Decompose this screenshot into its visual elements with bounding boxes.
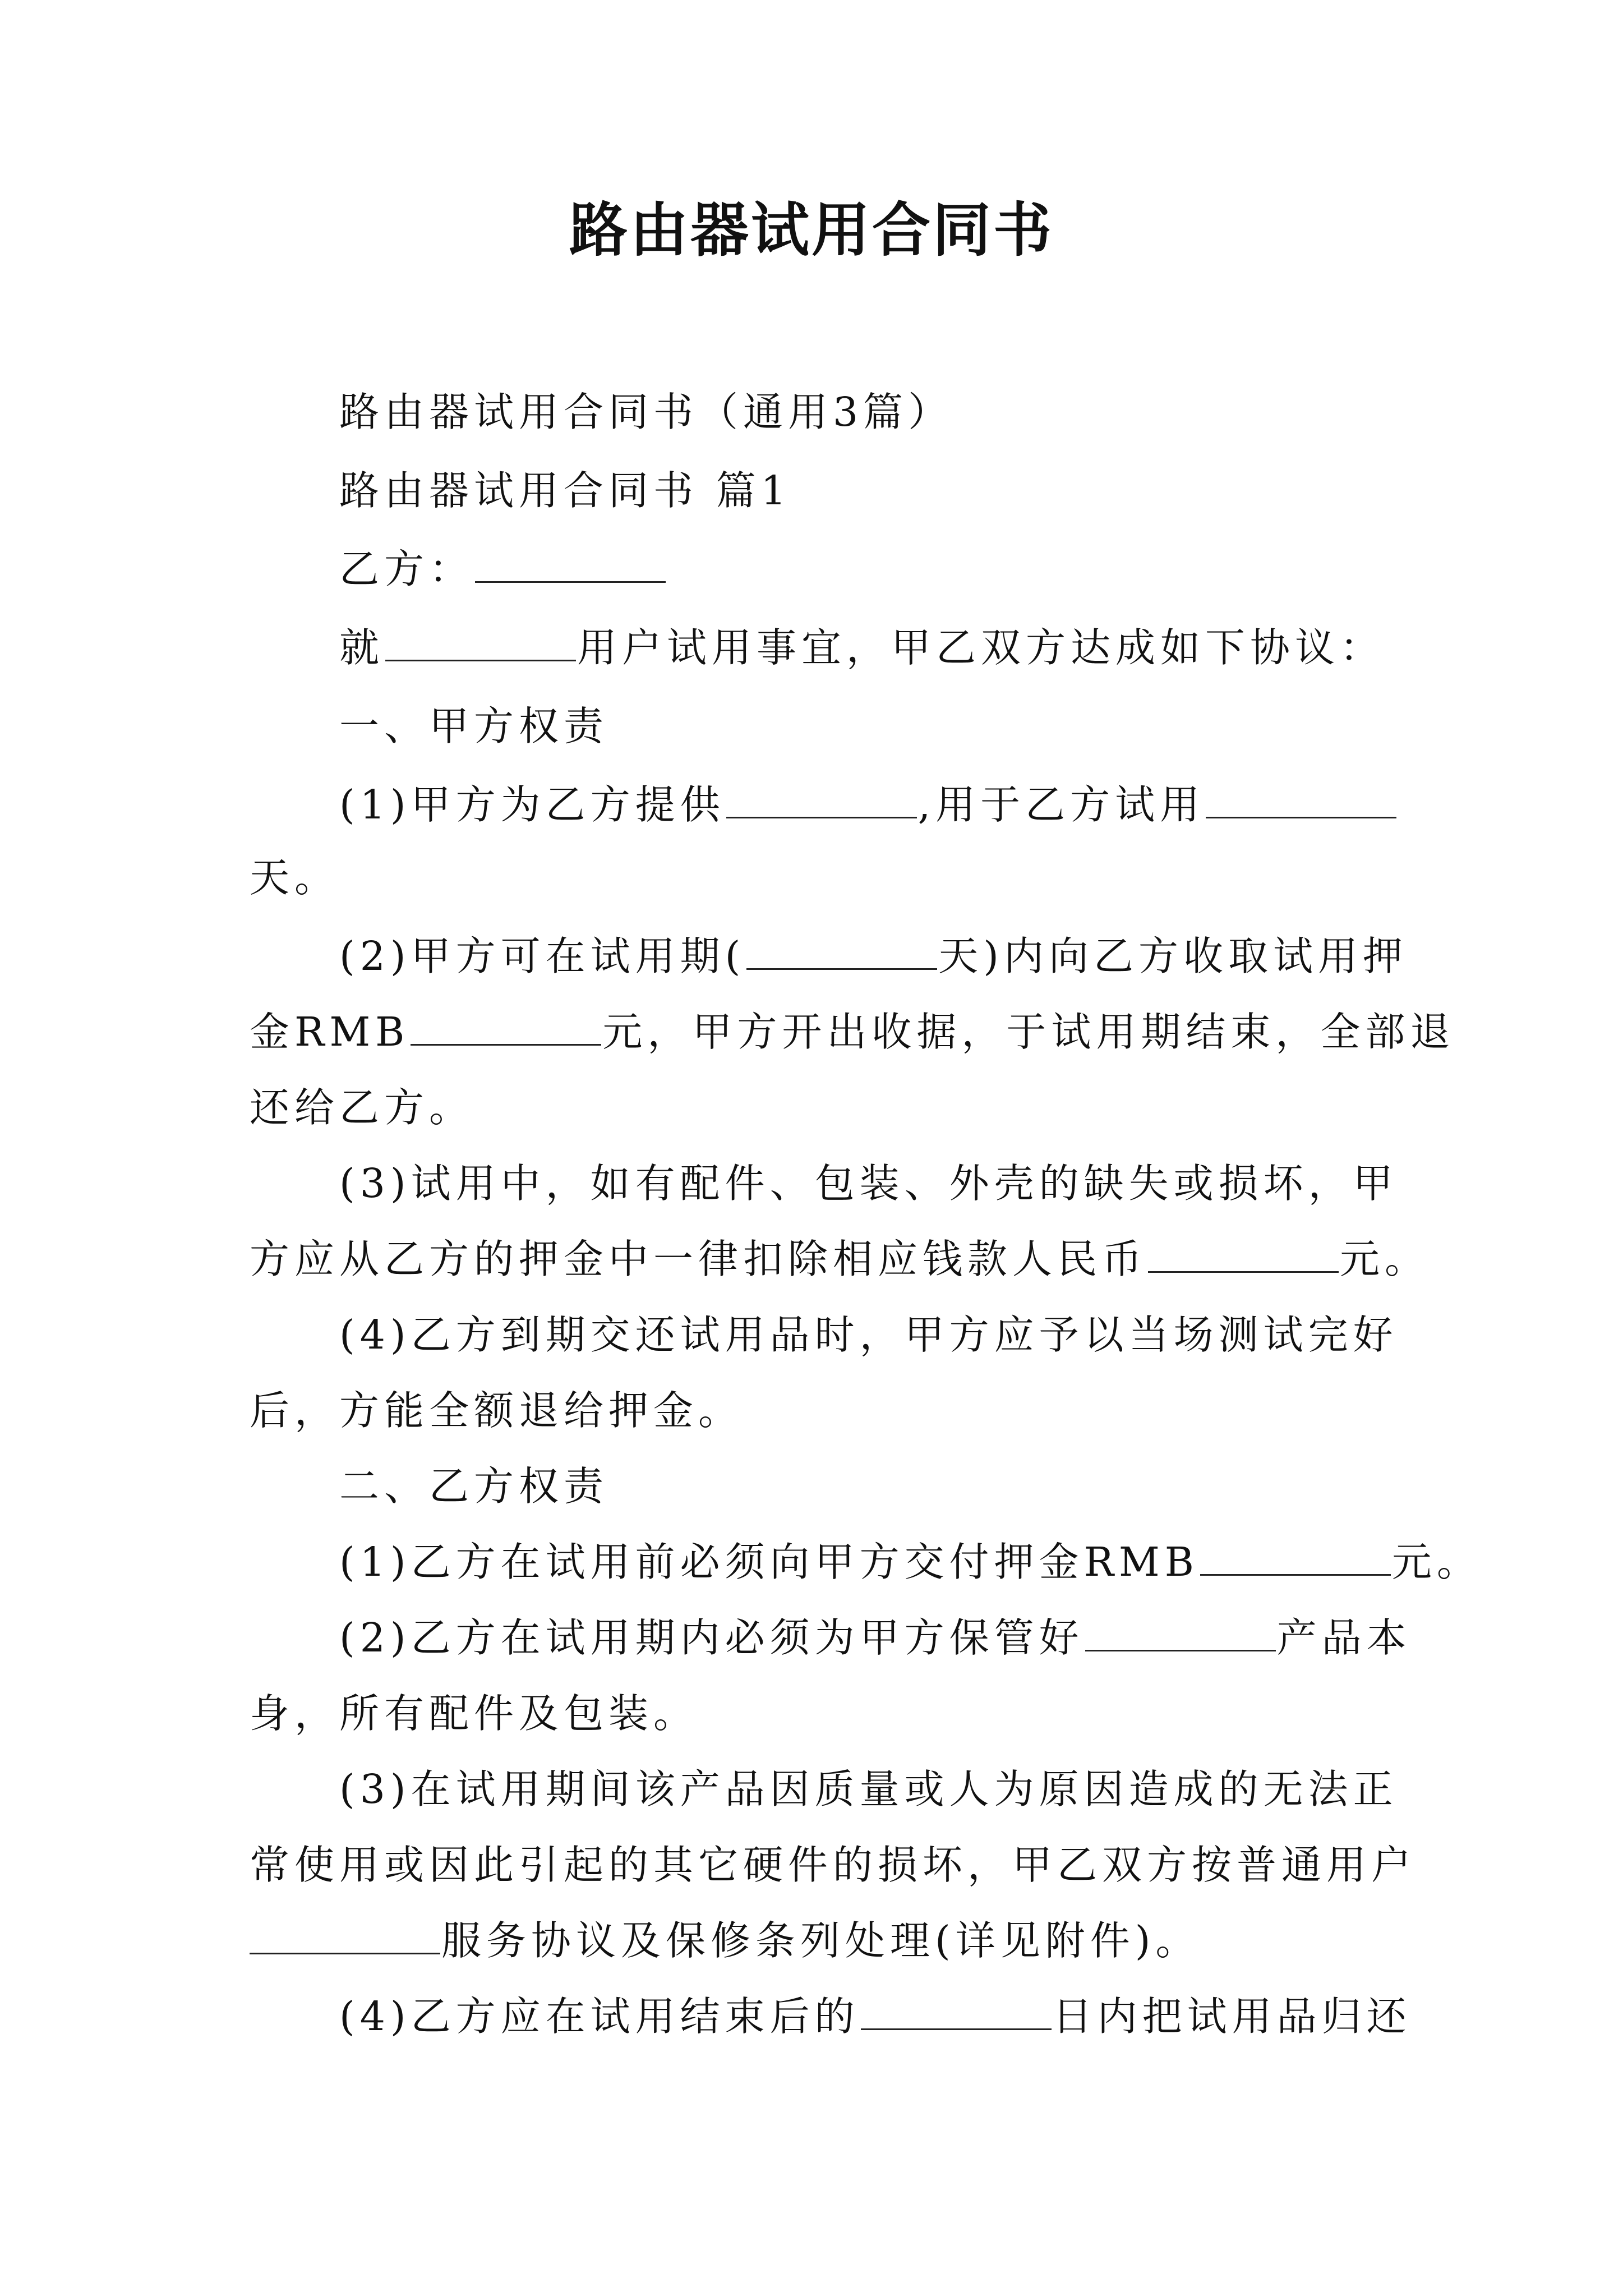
fill-blank xyxy=(411,1009,601,1046)
paragraph-text: 路由器试用合同书 篇1 xyxy=(339,467,791,514)
paragraph-text: 天)内向乙方收取试用押 xyxy=(938,933,1408,979)
fill-blank xyxy=(746,933,937,970)
paragraph-text: 产品本 xyxy=(1276,1614,1412,1661)
fill-blank xyxy=(861,1994,1052,2030)
clause-a1-line2 xyxy=(250,853,339,903)
clause-b4-line1 xyxy=(339,1991,1412,2042)
clause-b3-line3 xyxy=(250,1916,1200,1966)
paragraph-agreement-intro xyxy=(339,623,1385,673)
paragraph-text: 乙方： xyxy=(339,546,474,592)
clause-a3-line2 xyxy=(250,1234,1430,1285)
paragraph-text: (1)乙方在试用前必须向甲方交付押金RMB xyxy=(339,1539,1199,1585)
paragraph-text: 元。 xyxy=(1340,1236,1430,1282)
clause-a3-line1 xyxy=(339,1158,1398,1209)
paragraph-text: 金RMB xyxy=(250,1009,410,1055)
paragraph-text: (1)甲方为乙方提供 xyxy=(339,781,725,828)
clause-b3-line2 xyxy=(250,1840,1416,1890)
fill-blank xyxy=(475,546,666,583)
paragraph-text: 还给乙方。 xyxy=(250,1084,474,1131)
paragraph-heading-part1 xyxy=(339,466,791,516)
paragraph-text: 元。 xyxy=(1391,1539,1482,1585)
clause-a4-line1 xyxy=(339,1310,1398,1360)
paragraph-text: 路由器试用合同书（通用3篇） xyxy=(339,389,953,435)
clause-a2-line3 xyxy=(250,1083,474,1133)
paragraph-text: 常使用或因此引起的其它硬件的损坏，甲乙双方按普通用户 xyxy=(250,1842,1417,1888)
fill-blank xyxy=(1085,1615,1276,1651)
document-title: 路由器试用合同书 xyxy=(569,195,1054,264)
section-heading-party-b xyxy=(339,1461,608,1512)
paragraph-text: (3)在试用期间该产品因质量或人为原因造成的无法正 xyxy=(339,1766,1398,1812)
fill-blank xyxy=(1148,1236,1339,1273)
section-heading-party-a xyxy=(339,701,608,752)
fill-blank xyxy=(726,782,917,818)
section-heading: 一、甲方权责 xyxy=(339,703,609,749)
clause-b1-line1 xyxy=(339,1537,1482,1588)
paragraph-text: 元，甲方开出收据，于试用期结束，全部退 xyxy=(602,1009,1455,1055)
clause-b2-line2 xyxy=(250,1688,698,1739)
paragraph-text: 天。 xyxy=(250,854,340,901)
fill-blank xyxy=(1200,1539,1391,1576)
paragraph-text: 服务协议及保修条列处理(详见附件)。 xyxy=(441,1917,1201,1964)
clause-b3-line1 xyxy=(339,1764,1398,1815)
paragraph-text: 日内把试用品归还 xyxy=(1052,1993,1412,2040)
fill-blank xyxy=(385,625,576,661)
paragraph-text: 方应从乙方的押金中一律扣除相应钱款人民币 xyxy=(250,1236,1147,1282)
fill-blank xyxy=(250,1918,440,1954)
paragraph-text: 身，所有配件及包装。 xyxy=(250,1690,699,1737)
section-heading: 二、乙方权责 xyxy=(339,1463,609,1510)
paragraph-text: (4)乙方应在试用结束后的 xyxy=(339,1993,860,2040)
paragraph-text: 就 xyxy=(339,624,385,671)
paragraph-text: (2)甲方可在试用期( xyxy=(339,933,746,979)
paragraph-text: (2)乙方在试用期内必须为甲方保管好 xyxy=(339,1614,1084,1661)
paragraph-party-b xyxy=(339,544,667,595)
paragraph-text: (3)试用中，如有配件、包装、外壳的缺失或损坏，甲 xyxy=(339,1160,1398,1207)
clause-a1-line1 xyxy=(339,780,1398,830)
paragraph-heading-general xyxy=(339,387,953,438)
clause-a4-line2 xyxy=(250,1386,743,1436)
paragraph-text: ,用于乙方试用 xyxy=(917,781,1205,828)
fill-blank xyxy=(1206,782,1396,818)
clause-a2-line1 xyxy=(339,931,1408,982)
paragraph-text: (4)乙方到期交还试用品时，甲方应予以当场测试完好 xyxy=(339,1312,1398,1358)
paragraph-text: 用户试用事宜，甲乙双方达成如下协议： xyxy=(577,624,1385,671)
paragraph-text: 后，方能全额退给押金。 xyxy=(250,1387,744,1434)
clause-a2-line2 xyxy=(250,1007,1455,1057)
clause-b2-line1 xyxy=(339,1613,1412,1663)
